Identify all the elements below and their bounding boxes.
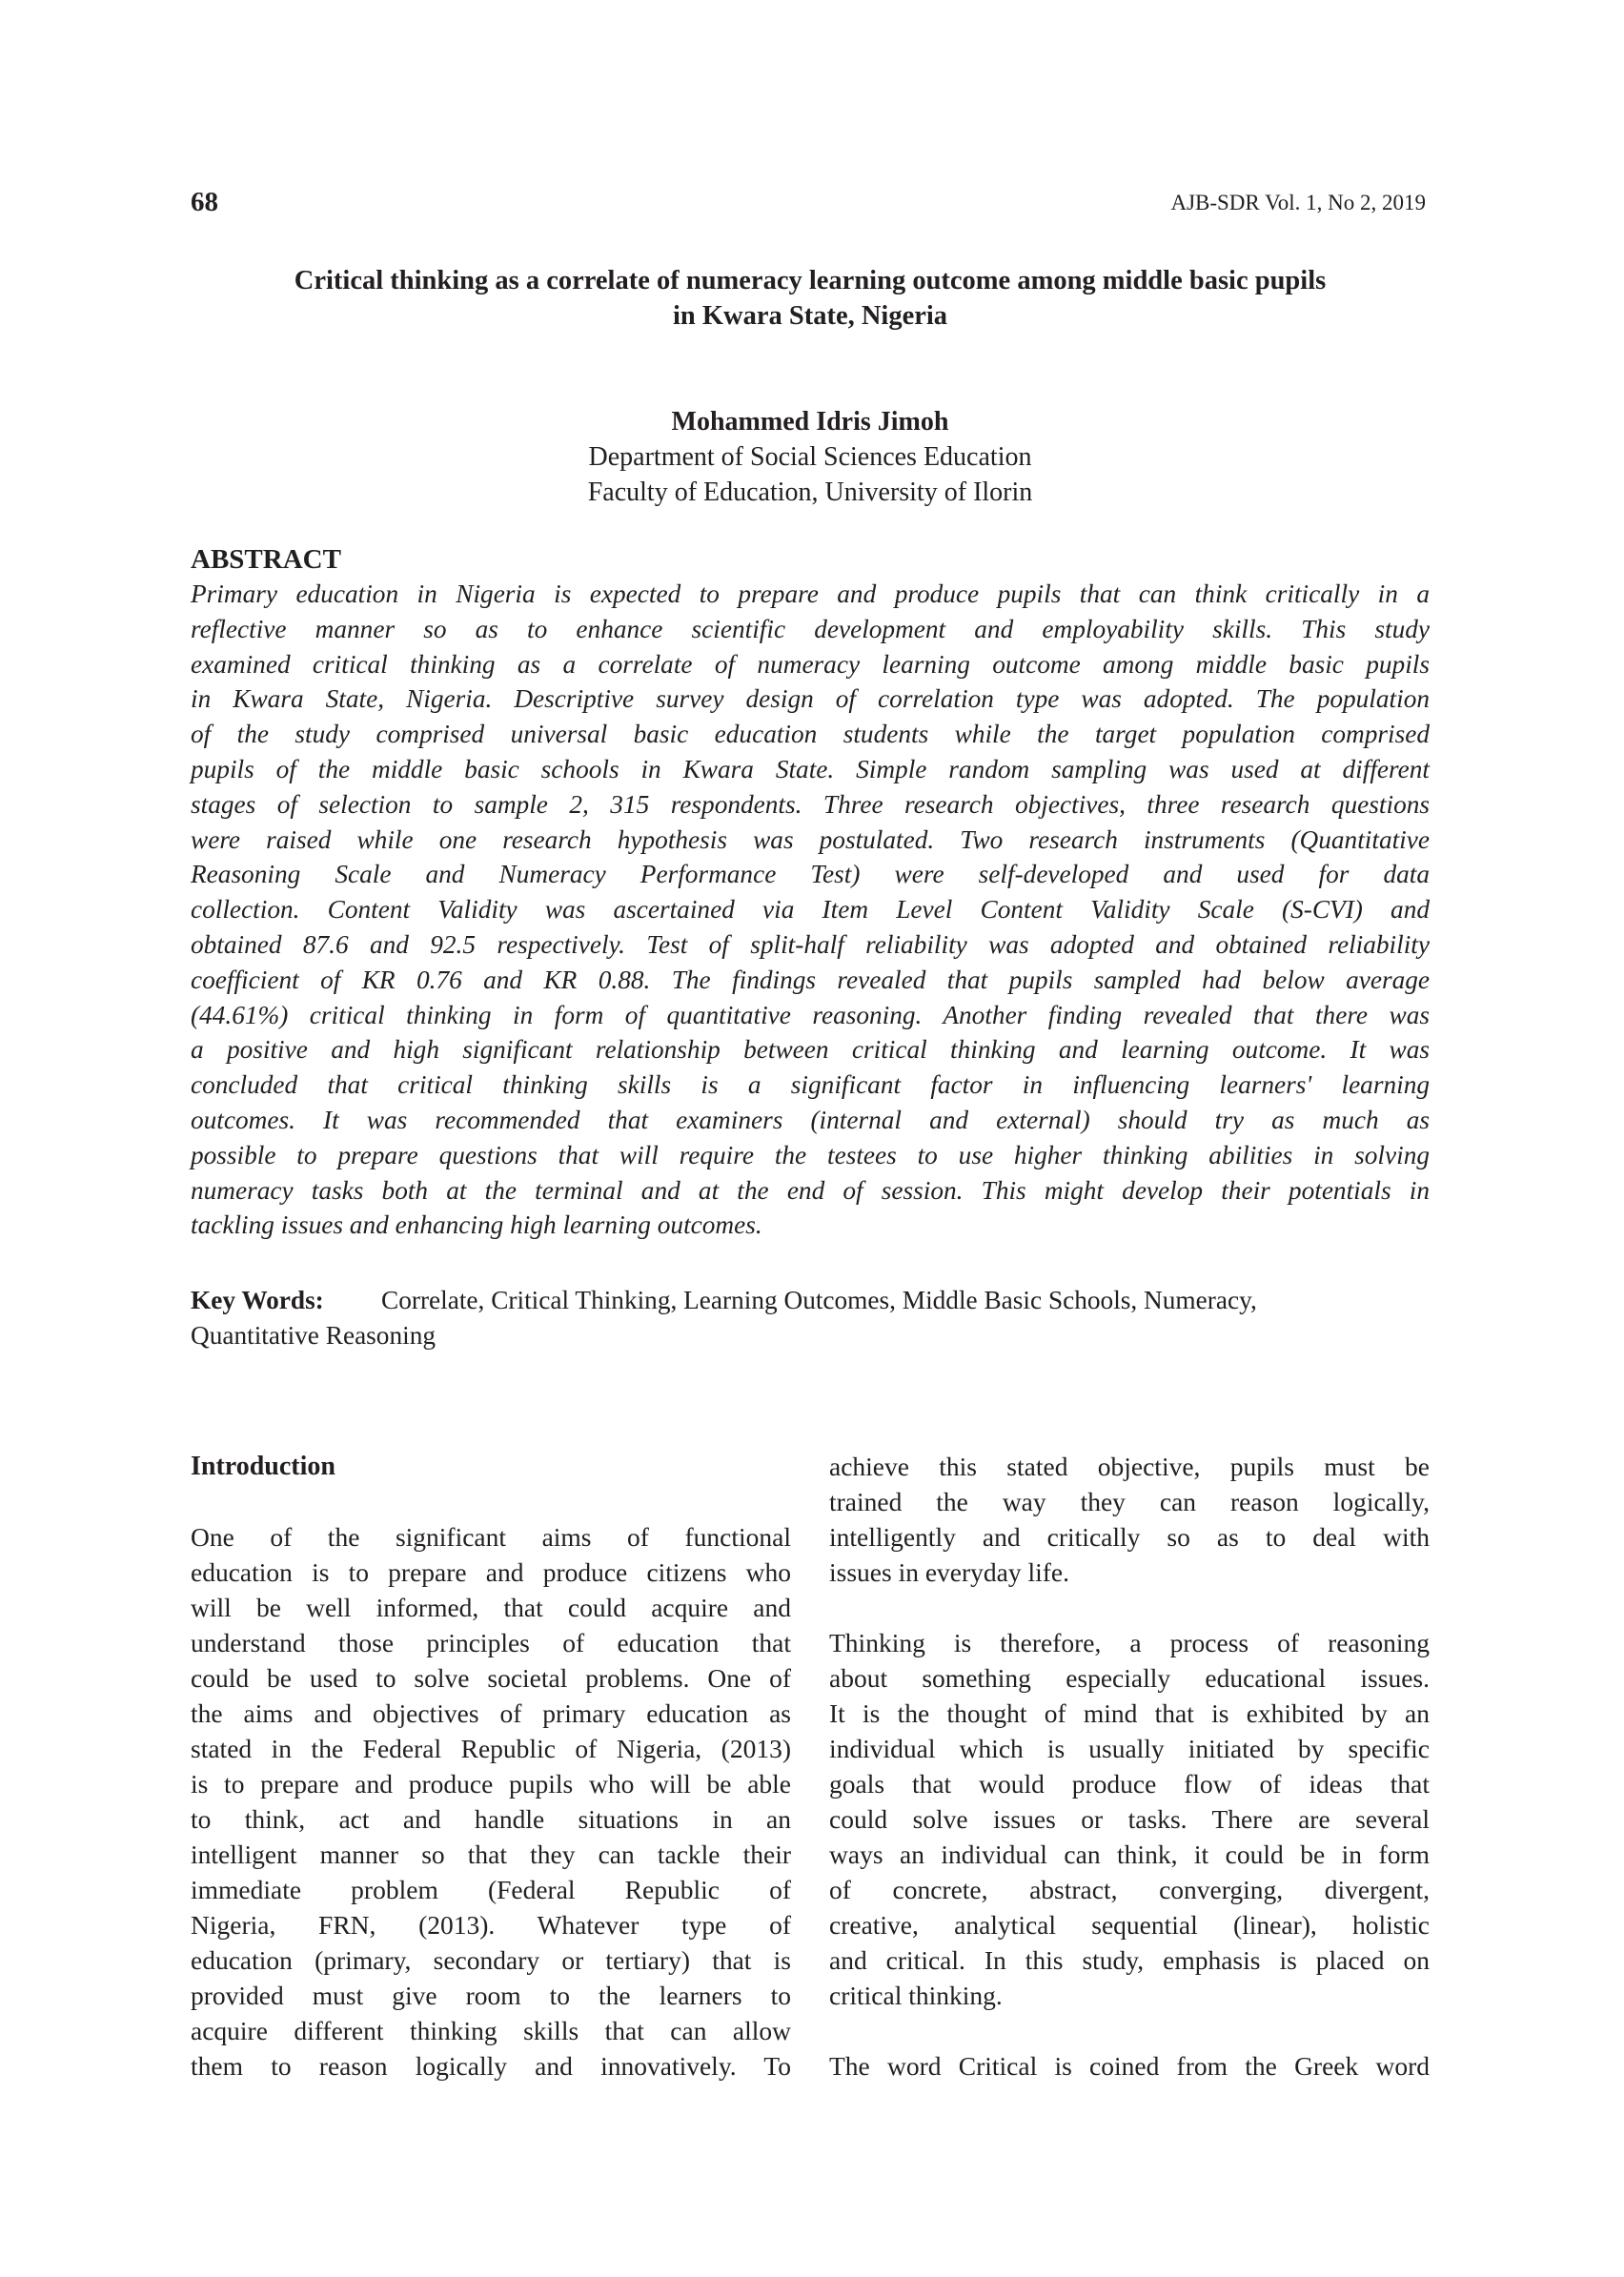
- body-line: understand those principles of education that: [191, 1628, 791, 1657]
- body-line: immediate problem (Federal Republic of: [191, 1875, 791, 1904]
- keywords-list: Correlate, Critical Thinking, Learning Outcomes, Middle Basic Schools, Numeracy,: [381, 1286, 1257, 1314]
- body-left-column: [191, 1449, 791, 2084]
- abstract-line: a positive and high significant relationship between critical thinking and learning outcome. It was: [191, 1035, 1430, 1065]
- body-line: will be well informed, that could acquire and: [191, 1593, 791, 1622]
- abstract-heading: ABSTRACT: [191, 544, 341, 575]
- author-block: [191, 404, 1430, 510]
- paragraph: [829, 2048, 1430, 2084]
- author-name: Mohammed Idris Jimoh: [671, 407, 949, 437]
- abstract-line: obtained 87.6 and 92.5 respectively. Test of split-half reliability was adopted and obtained reliability: [191, 929, 1430, 959]
- body-line: education (primary, secondary or tertiary) that is: [191, 1945, 791, 1975]
- paragraph: [191, 1519, 791, 2084]
- body-line: could be used to solve societal problems. One of: [191, 1663, 791, 1693]
- paragraph-spacer: [829, 2013, 1430, 2048]
- keywords-label: Key Words:: [191, 1286, 324, 1314]
- abstract-line: of the study comprised universal basic education students while the target population comprised: [191, 720, 1430, 749]
- author-department: Department of Social Sciences Education: [588, 442, 1032, 472]
- abstract-line: (44.61%) critical thinking in form of quantitative reasoning. Another finding revealed that there was: [191, 1000, 1430, 1029]
- abstract-line: Reasoning Scale and Numeracy Performance Test) were self-developed and used for data: [191, 860, 1430, 889]
- body-line: and critical. In this study, emphasis is placed on: [829, 1945, 1430, 1975]
- abstract-line: reflective manner so as to enhance scientific development and employability skills. This study: [191, 614, 1430, 643]
- body-line: to think, act and handle situations in an: [191, 1804, 791, 1834]
- body-line: provided must give room to the learners to: [191, 1981, 791, 2010]
- article-title: [191, 263, 1430, 334]
- title-line: Critical thinking as a correlate of numeracy learning outcome among middle basic pupils: [294, 266, 1327, 295]
- abstract-line: concluded that critical thinking skills is a significant factor in influencing learners' learning: [191, 1070, 1430, 1100]
- body-line: acquire different thinking skills that can allow: [191, 2016, 791, 2045]
- abstract-line: in Kwara State, Nigeria. Descriptive survey design of correlation type was adopted. The population: [191, 684, 1430, 714]
- body-line: creative, analytical sequential (linear), holistic: [829, 1910, 1430, 1940]
- keywords: [191, 1283, 1430, 1352]
- body-line: issues in everyday life.: [829, 1557, 1070, 1587]
- abstract-line: pupils of the middle basic schools in Kwara State. Simple random sampling was used at different: [191, 754, 1430, 783]
- body-line: is to prepare and produce pupils who will be able: [191, 1769, 791, 1799]
- body-line: One of the significant aims of functional: [191, 1522, 791, 1552]
- body-line: could solve issues or tasks. There are several: [829, 1804, 1430, 1834]
- body-line: stated in the Federal Republic of Nigeria, (2013): [191, 1734, 791, 1763]
- body-line: The word Critical is coined from the Greek word: [829, 2051, 1430, 2081]
- body-line: It is the thought of mind that is exhibited by an: [829, 1698, 1430, 1728]
- keywords-list-continued: Quantitative Reasoning: [191, 1320, 436, 1350]
- body-line: Nigeria, FRN, (2013). Whatever type of: [191, 1910, 791, 1940]
- running-head: AJB-SDR Vol. 1, No 2, 2019: [1170, 191, 1426, 214]
- body-line: intelligently and critically so as to deal with: [829, 1522, 1430, 1552]
- body-line: goals that would produce flow of ideas that: [829, 1769, 1430, 1799]
- page-number: 68: [191, 187, 218, 217]
- abstract-line: numeracy tasks both at the terminal and at the end of session. This might develop their potentials in: [191, 1175, 1430, 1205]
- title-line: in Kwara State, Nigeria: [672, 301, 948, 331]
- body-line: about something especially educational issues.: [829, 1663, 1430, 1693]
- abstract-line: examined critical thinking as a correlate of numeracy learning outcome among middle basic pupils: [191, 649, 1430, 679]
- body-line: achieve this stated objective, pupils must be: [829, 1452, 1430, 1481]
- body-line: the aims and objectives of primary education as: [191, 1698, 791, 1728]
- body-line: trained the way they can reason logically,: [829, 1487, 1430, 1516]
- abstract-body: [191, 577, 1430, 1243]
- body-line: intelligent manner so that they can tackle their: [191, 1840, 791, 1869]
- body-right-column: [829, 1449, 1430, 2084]
- abstract-line: were raised while one research hypothesis was postulated. Two research instruments (Quantitative: [191, 824, 1430, 854]
- abstract-line: stages of selection to sample 2, 315 respondents. Three research objectives, three research questions: [191, 789, 1430, 819]
- body-line: critical thinking.: [829, 1981, 1003, 2010]
- abstract-line: tackling issues and enhancing high learning outcomes.: [191, 1210, 762, 1240]
- paragraph: [829, 1625, 1430, 2013]
- body-line: them to reason logically and innovatively. To: [191, 2051, 791, 2081]
- body-line: ways an individual can think, it could be in form: [829, 1840, 1430, 1869]
- body-line: of concrete, abstract, converging, divergent,: [829, 1875, 1430, 1904]
- body-line: education is to prepare and produce citizens who: [191, 1557, 791, 1587]
- paragraph-spacer: [191, 1484, 791, 1519]
- body-line: individual which is usually initiated by specific: [829, 1734, 1430, 1763]
- paragraph-spacer: [829, 1590, 1430, 1625]
- author-affiliation: Faculty of Education, University of Ilorin: [587, 478, 1033, 507]
- section-heading-introduction: Introduction: [191, 1452, 335, 1481]
- paragraph: [829, 1449, 1430, 1590]
- abstract-line: collection. Content Validity was ascertained via Item Level Content Validity Scale (S-CVI) and: [191, 895, 1430, 925]
- abstract-line: possible to prepare questions that will require the testees to use higher thinking abilities in solving: [191, 1140, 1430, 1169]
- abstract-line: coefficient of KR 0.76 and KR 0.88. The findings revealed that pupils sampled had below average: [191, 965, 1430, 994]
- body-line: Thinking is therefore, a process of reasoning: [829, 1628, 1430, 1657]
- abstract-line: outcomes. It was recommended that examiners (internal and external) should try as much as: [191, 1105, 1430, 1134]
- abstract-line: Primary education in Nigeria is expected to prepare and produce pupils that can think critically in a: [191, 579, 1430, 608]
